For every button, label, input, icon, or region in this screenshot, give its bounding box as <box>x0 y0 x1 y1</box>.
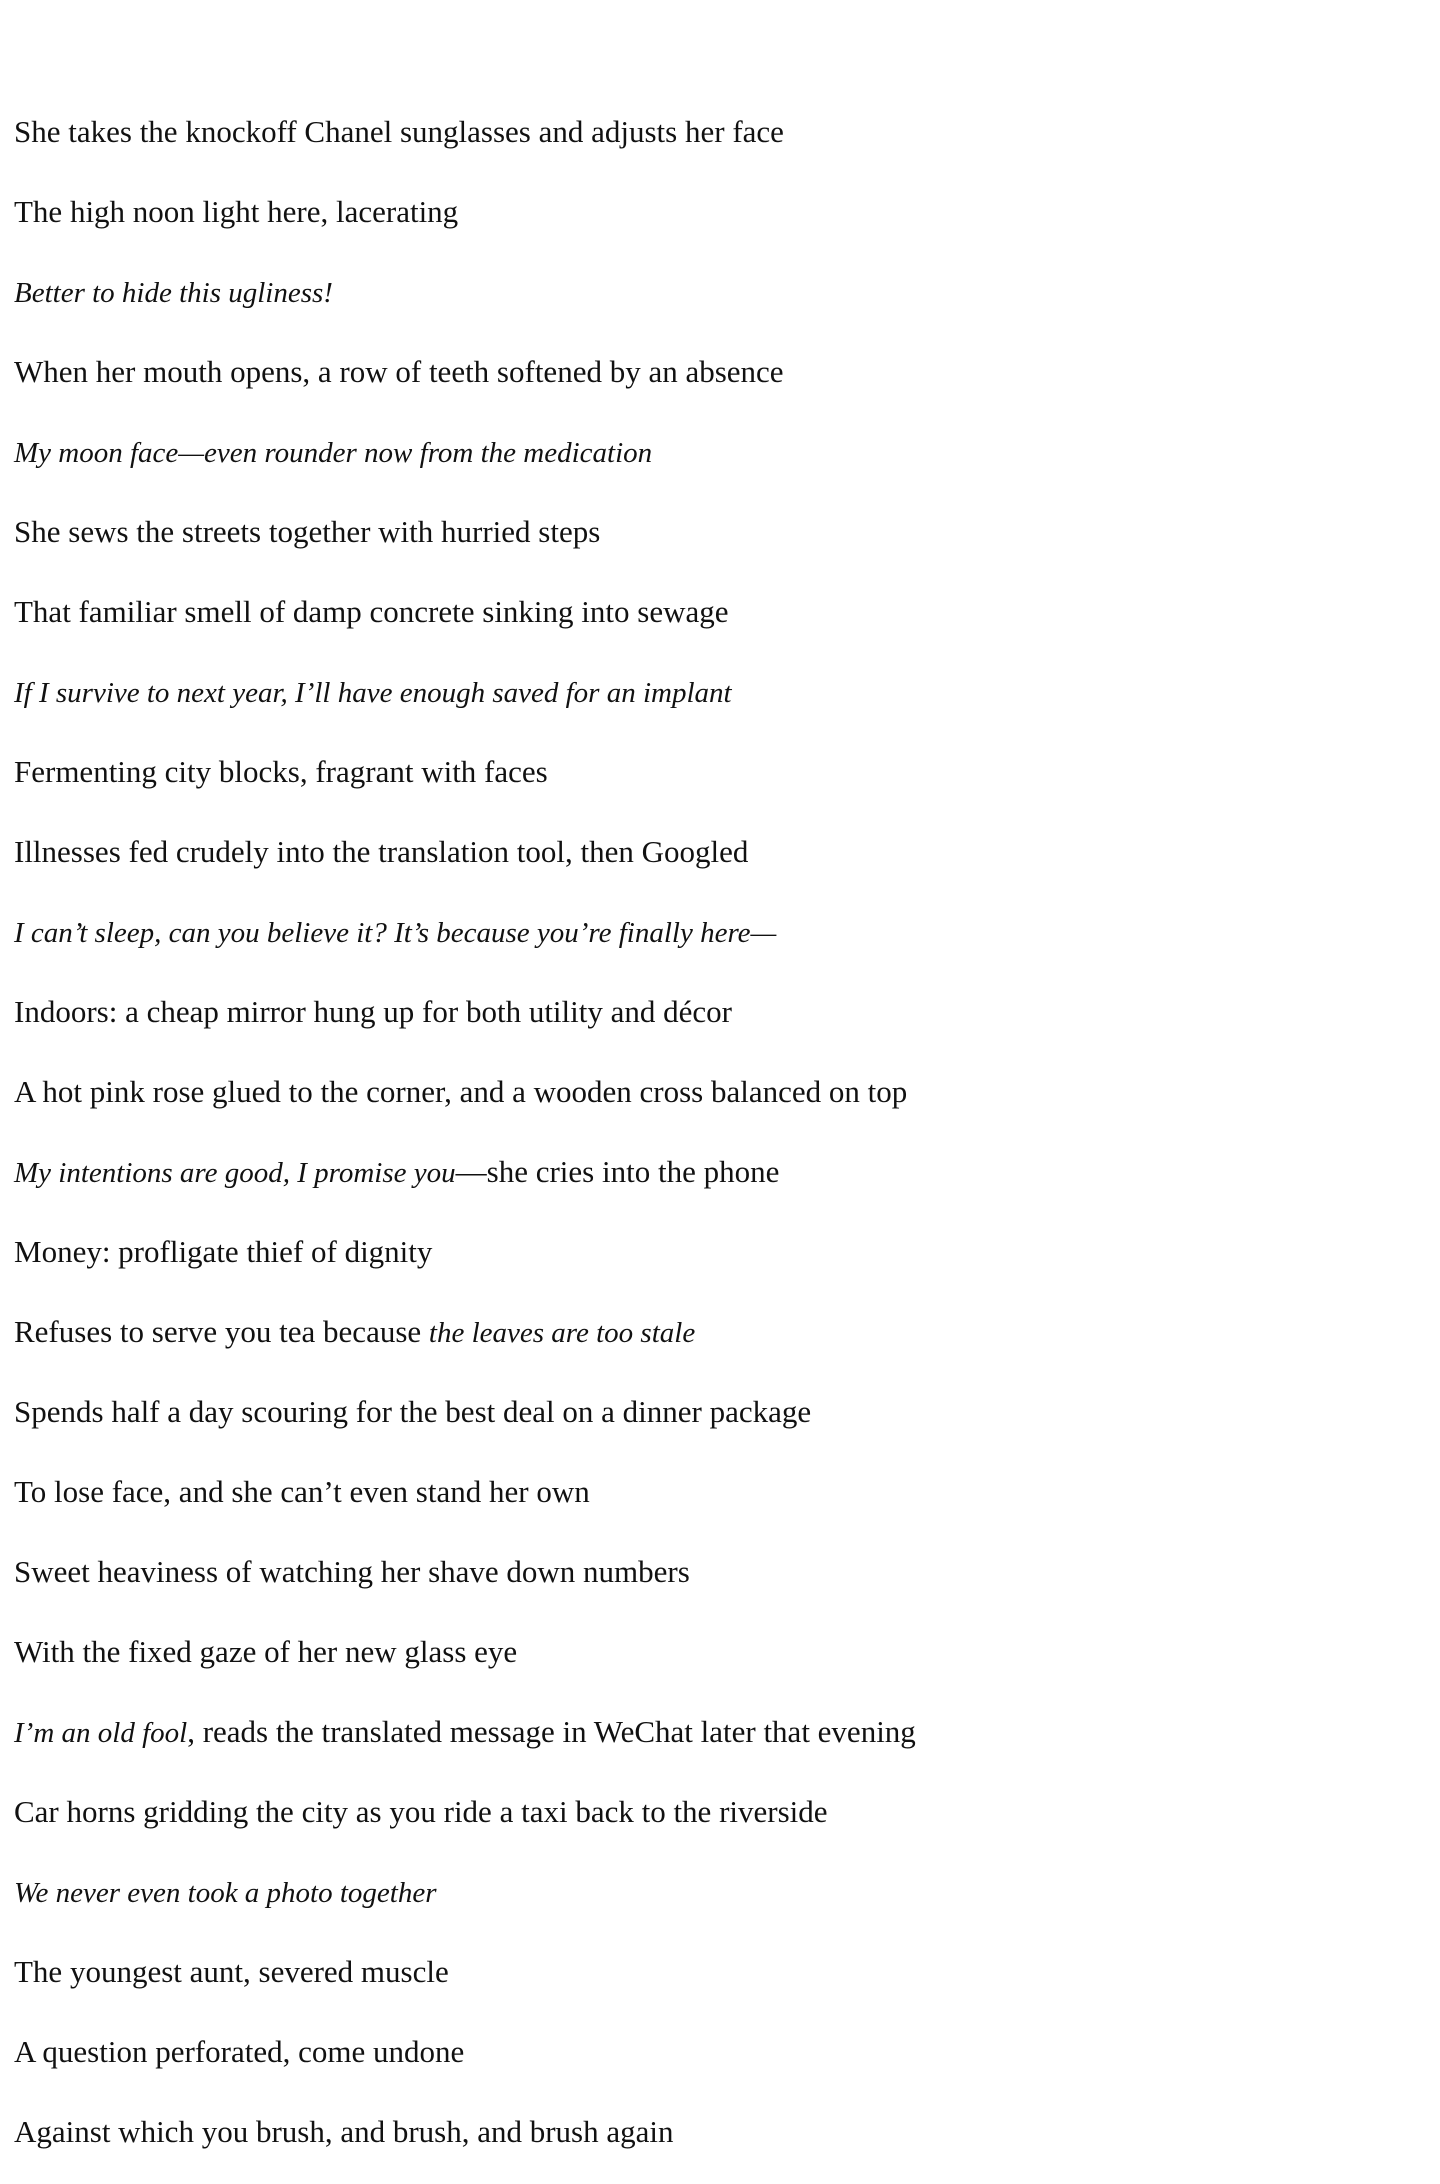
poem-line-text: —she cries into the phone <box>455 1154 780 1189</box>
poem-line <box>14 1464 916 1544</box>
poem-line-italic-text: My moon face—even rounder now from the medication <box>14 437 653 469</box>
poem-line <box>14 1144 916 1224</box>
poem-line-text: Spends half a day scouring for the best deal on a dinner package <box>14 1394 812 1429</box>
poem-line <box>14 2024 916 2104</box>
poem-body <box>14 104 916 2184</box>
poem-line <box>14 904 916 984</box>
poem-line <box>14 1544 916 1624</box>
poem-line <box>14 264 916 344</box>
poem-line-text: With the fixed gaze of her new glass eye <box>14 1634 518 1669</box>
poem-line <box>14 1224 916 1304</box>
poem-line <box>14 1624 916 1704</box>
poem-line <box>14 1784 916 1864</box>
poem-line-text: Sweet heaviness of watching her shave down numbers <box>14 1554 690 1589</box>
poem-line-text: That familiar smell of damp concrete sinking into sewage <box>14 594 729 629</box>
poem-line <box>14 184 916 264</box>
poem-line-italic-text: My intentions are good, I promise you <box>14 1157 456 1189</box>
poem-line-italic-text: If I survive to next year, I’ll have enough saved for an implant <box>14 677 732 709</box>
poem-line-italic-text: the leaves are too stale <box>428 1317 696 1349</box>
poem-line <box>14 1304 916 1384</box>
poem-line <box>14 664 916 744</box>
poem-line-text: She takes the knockoff Chanel sunglasses and adjusts her face <box>14 114 784 149</box>
poem-line-text: When her mouth opens, a row of teeth softened by an absence <box>14 354 784 389</box>
poem-line-text: Indoors: a cheap mirror hung up for both utility and décor <box>14 994 732 1029</box>
poem-line-text: Fermenting city blocks, fragrant with faces <box>14 754 548 789</box>
poem-line-text: The high noon light here, lacerating <box>14 194 459 229</box>
poem-line <box>14 1064 916 1144</box>
poem-line <box>14 104 916 184</box>
poem-line-text: The youngest aunt, severed muscle <box>14 1954 449 1989</box>
poem-line <box>14 1384 916 1464</box>
poem-line <box>14 1704 916 1784</box>
poem-line <box>14 984 916 1064</box>
poem-line <box>14 344 916 424</box>
poem-line-text: To lose face, and she can’t even stand her own <box>14 1474 590 1509</box>
poem-line-text: A question perforated, come undone <box>14 2034 465 2069</box>
poem-line-text: , reads the translated message in WeChat later that evening <box>187 1714 916 1749</box>
poem-line <box>14 584 916 664</box>
poem-line <box>14 824 916 904</box>
poem-line <box>14 744 916 824</box>
poem-line-italic-text: I’m an old fool <box>14 1717 188 1749</box>
poem-line-text: Money: profligate thief of dignity <box>14 1234 433 1269</box>
poem-line-italic-text: I can’t sleep, can you believe it? It’s because you’re finally here— <box>14 917 777 949</box>
poem-line <box>14 1944 916 2024</box>
poem-line-text: Refuses to serve you tea because <box>14 1314 429 1349</box>
poem-line <box>14 504 916 584</box>
poem-line <box>14 2104 916 2184</box>
poem-line-italic-text: We never even took a photo together <box>14 1877 437 1909</box>
poem-line-text: Against which you brush, and brush, and brush again <box>14 2114 674 2149</box>
poem-line-text: Car horns gridding the city as you ride a taxi back to the riverside <box>14 1794 828 1829</box>
poem-line-text: A hot pink rose glued to the corner, and a wooden cross balanced on top <box>14 1074 908 1109</box>
poem-line-text: She sews the streets together with hurried steps <box>14 514 601 549</box>
poem-line <box>14 424 916 504</box>
poem-line-text: Illnesses fed crudely into the translation tool, then Googled <box>14 834 749 869</box>
poem-line-italic-text: Better to hide this ugliness! <box>14 277 333 309</box>
poem-line <box>14 1864 916 1944</box>
